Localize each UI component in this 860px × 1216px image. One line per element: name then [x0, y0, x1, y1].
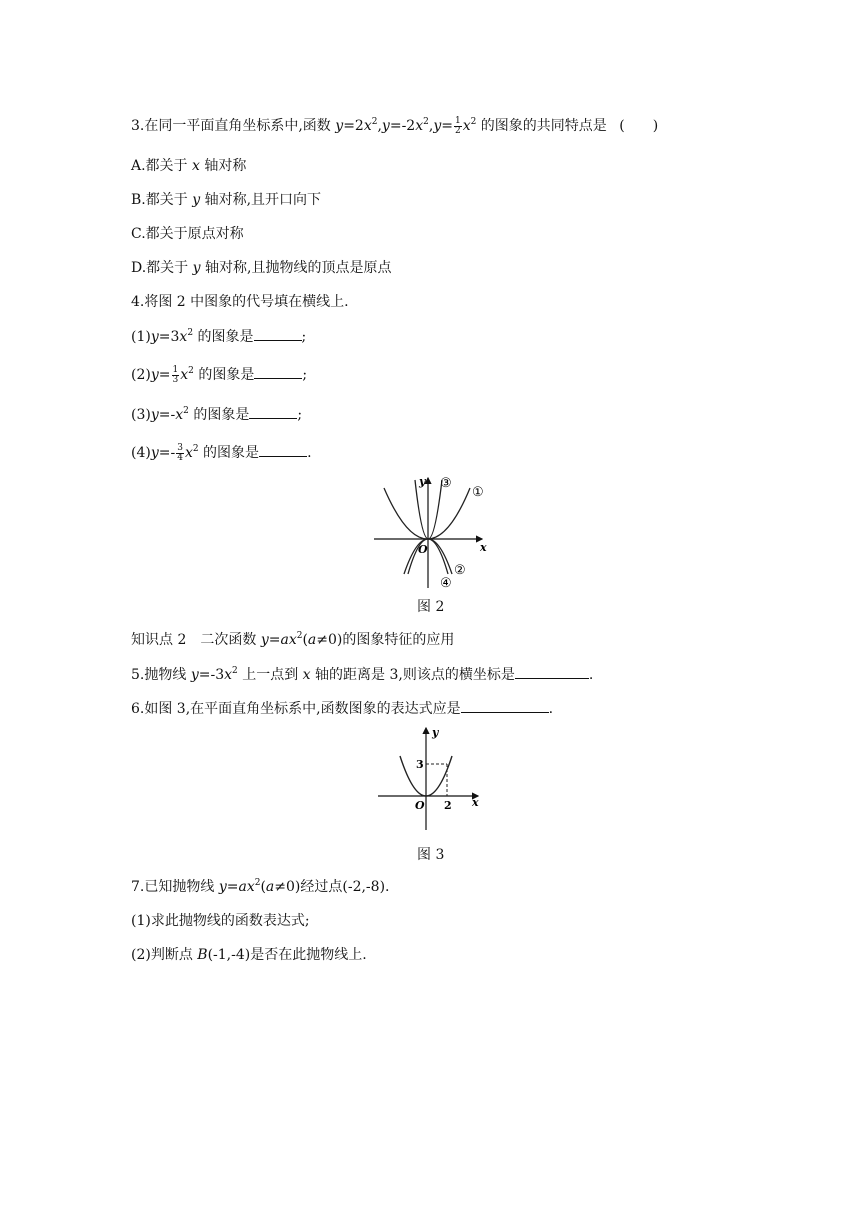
option-b-pre: B.都关于 [131, 192, 193, 208]
fig2-curve-1 [384, 488, 470, 539]
figure-2-caption: 图 2 [417, 599, 445, 615]
q4-p4-den: 4 [177, 452, 183, 463]
fig3-axis-x-label: x [472, 796, 479, 809]
q3-f1-exp: 2 [371, 117, 378, 127]
q3-f3-den: 2 [454, 125, 461, 136]
fig2-axis-y-label: y [419, 475, 426, 488]
section-exp: 2 [296, 631, 303, 641]
q4-p3-y: y [150, 407, 159, 423]
q4-p3-end: ; [297, 407, 303, 423]
fig2-label-3: ③ [440, 476, 452, 491]
q4-p3-exp: 2 [183, 406, 189, 416]
q4-part1 [131, 326, 306, 347]
fig3-tick-y: 3 [416, 758, 424, 771]
q4-p2-x: x [180, 367, 189, 383]
q6-text: 6.如图 3,在平面直角坐标系中,函数图象的表达式应是 [131, 701, 461, 717]
q5-y: y [190, 667, 199, 683]
q3-f3-exp: 2 [470, 117, 477, 127]
q3-f1-y: y [335, 118, 344, 134]
q4-p4-y: y [150, 445, 159, 461]
option-a-var: x [192, 158, 200, 174]
q7-part2 [131, 945, 367, 965]
option-a [131, 156, 246, 176]
q3-f3-x: x [462, 118, 471, 134]
option-a-post: 轴对称 [199, 158, 247, 174]
q5-xaxis: x [302, 667, 311, 683]
q3-stem [131, 116, 658, 136]
q4-p2-fraction [172, 366, 180, 385]
q4-p1-exp: 2 [187, 328, 194, 338]
q5-eq: =-3 [198, 667, 225, 683]
q3-f3-fraction [454, 117, 462, 136]
q4-p2-num: 1 [172, 364, 179, 375]
fig2-label-2: ② [454, 563, 466, 578]
fig3-origin-label: O [415, 799, 425, 812]
figure-3-caption: 图 3 [417, 847, 445, 863]
q3-f3-num: 1 [454, 115, 461, 126]
answer-blank-5[interactable] [515, 664, 589, 679]
section-pre: 知识点 2 二次函数 [131, 632, 261, 648]
answer-blank-4-4[interactable] [259, 442, 307, 457]
q3-tail: 的图象的共同特点是 [476, 118, 607, 134]
q4-p4-num: 3 [177, 442, 183, 453]
section-eq: = [268, 632, 281, 648]
q4-p1-x: x [179, 329, 188, 345]
q4-p3-x: x [175, 407, 184, 423]
q3-lead: 3.在同一平面直角坐标系中,函数 [131, 118, 336, 134]
q4-p3-tail: 的图象是 [188, 407, 250, 423]
fig2-axis-x-label: x [480, 541, 487, 554]
q6 [131, 698, 553, 719]
q3-f3-eq: = [441, 118, 453, 134]
q5-mid: 上一点到 [237, 667, 303, 683]
q4-p1-label: (1) [131, 329, 151, 345]
q4-p1-tail: 的图象是 [193, 329, 254, 345]
q4-p4-x: x [184, 445, 193, 461]
q4-p3-label: (3) [131, 407, 151, 423]
section-y: y [260, 632, 269, 648]
option-b [131, 190, 321, 210]
q6-end: . [548, 701, 554, 717]
q4-p3-eq: =- [158, 407, 176, 423]
q4-p2-end: ; [302, 367, 308, 383]
q4-part4 [131, 442, 312, 463]
q4-p2-eq: = [158, 367, 171, 383]
q7-post: ≠0)经过点(-2,-8). [274, 879, 390, 895]
q4-part2 [131, 364, 307, 385]
q3-sep1: , [377, 118, 382, 134]
q4-p4-fraction [176, 444, 184, 463]
q3-f3-y: y [433, 118, 442, 134]
q7-part1-text: (1)求此抛物线的函数表达式; [131, 913, 310, 929]
option-b-var: y [192, 192, 201, 208]
answer-blank-4-1[interactable] [254, 326, 302, 341]
q7 [131, 877, 389, 897]
q4-p2-y: y [150, 367, 159, 383]
q4-part3 [131, 404, 302, 425]
section-tail: ≠0)的图象特征的应用 [316, 632, 455, 648]
q7-ax: ax [238, 879, 255, 895]
q4-stem-text: 4.将图 2 中图象的代号填在横线上. [131, 294, 349, 310]
q4-stem [131, 292, 349, 312]
option-a-pre: A.都关于 [131, 158, 193, 174]
answer-blank-4-3[interactable] [249, 404, 297, 419]
fig2-origin-label: O [418, 543, 428, 556]
fig2-label-4: ④ [440, 576, 452, 591]
q7-part1 [131, 911, 310, 931]
option-d-pre: D.都关于 [131, 260, 193, 276]
q3-f2-x: x [415, 118, 424, 134]
q4-p4-tail: 的图象是 [198, 445, 260, 461]
q4-p4-exp: 2 [192, 444, 199, 454]
q4-p2-tail: 的图象是 [193, 367, 255, 383]
q4-p4-label: (4) [131, 445, 151, 461]
q5-x: x [224, 667, 233, 683]
q5 [131, 664, 593, 685]
option-d [131, 258, 391, 278]
q4-p2-exp: 2 [188, 366, 194, 376]
q7-part2-pre: (2)判断点 [131, 947, 198, 963]
answer-paren: ( ) [619, 118, 659, 134]
q4-p2-label: (2) [131, 367, 151, 383]
answer-blank-4-2[interactable] [254, 364, 302, 379]
fig3-tick-x: 2 [444, 799, 452, 812]
q7-pre: 7.已知抛物线 [131, 879, 219, 895]
q7-exp: 2 [254, 878, 261, 888]
q5-end: . [588, 667, 594, 683]
option-d-post: 轴对称,且抛物线的顶点是原点 [200, 260, 392, 276]
option-d-var: y [192, 260, 201, 276]
q7-part2-post: (-1,-4)是否在此抛物线上. [207, 947, 367, 963]
q4-p2-den: 3 [172, 374, 179, 385]
section-heading [131, 630, 454, 650]
q3-f1-x: x [363, 118, 372, 134]
q4-p1-y: y [150, 329, 159, 345]
q4-p1-eq: =3 [158, 329, 180, 345]
q5-pre: 5.抛物线 [131, 667, 191, 683]
q3-f2-coef: =-2 [389, 118, 416, 134]
figure-2 [370, 470, 500, 594]
q3-sep2: , [428, 118, 434, 134]
fig3-axis-y-label: y [432, 726, 439, 739]
q7-a: a [265, 879, 275, 895]
q7-part2-point: B [197, 947, 208, 963]
q5-post: 轴的距离是 3,则该点的横坐标是 [310, 667, 515, 683]
answer-blank-6[interactable] [461, 698, 549, 713]
q5-exp: 2 [232, 666, 238, 676]
q7-eq: = [226, 879, 239, 895]
q7-y: y [218, 879, 227, 895]
section-a: a [307, 632, 317, 648]
q7-paren: ( [260, 879, 266, 895]
option-c-text: C.都关于原点对称 [131, 226, 244, 242]
section-paren: ( [302, 632, 308, 648]
figure-3 [372, 722, 488, 836]
section-ax: ax [280, 632, 297, 648]
option-b-post: 轴对称,且开口向下 [200, 192, 322, 208]
q4-p4-end: . [307, 445, 312, 461]
q4-p4-eq: =- [158, 445, 176, 461]
q3-f1-coef: =2 [343, 118, 364, 134]
q3-f2-y: y [381, 118, 390, 134]
option-c [131, 224, 244, 244]
q4-p1-end: ; [301, 329, 307, 345]
q3-f2-exp: 2 [423, 117, 429, 127]
fig2-label-1: ① [472, 485, 484, 500]
